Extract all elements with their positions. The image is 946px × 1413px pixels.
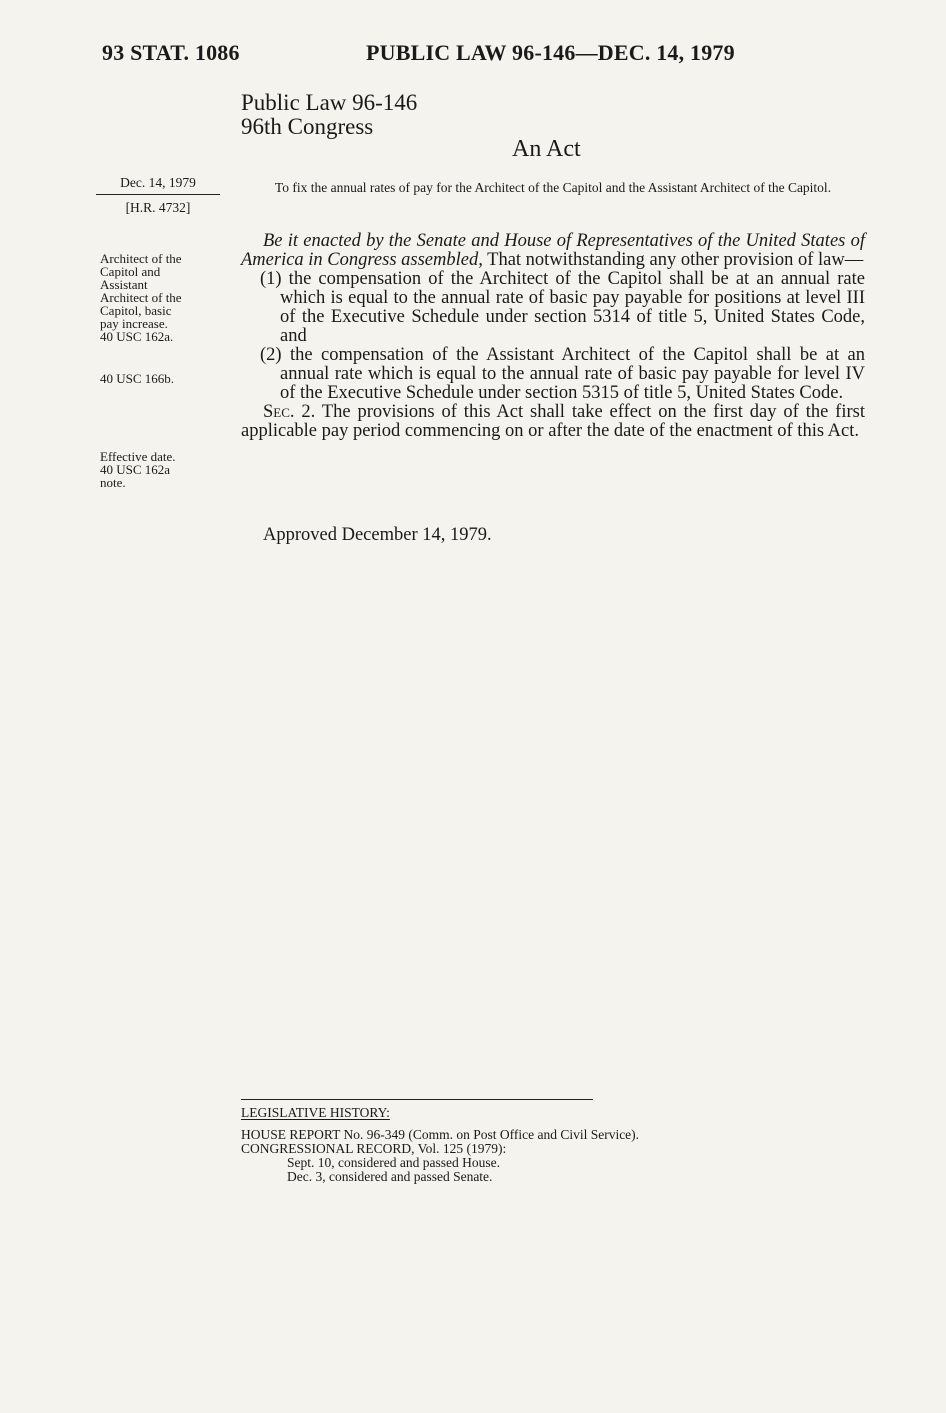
law-title-block [241,91,417,139]
act-purpose: To fix the annual rates of pay for the Architect of the Capitol and the Assistant Architect of the Capitol. [274,180,832,195]
usc-citation: 40 USC 162a. [100,329,174,344]
margin-note-pay-increase [100,252,225,343]
margin-line: pay increase. [100,316,168,331]
bill-number: [H.R. 4732] [125,200,191,215]
margin-line: note. [100,475,126,490]
margin-line: Effective date. [100,449,176,464]
footer-rule [241,1099,593,1100]
margin-line: Capitol and [100,264,161,279]
history-entry: Dec. 3, considered and passed Senate. [287,1169,493,1184]
provision-1: (1) the compensation of the Architect of the Capitol shall be at an annual rate which is equal to the annual rate of basic pay payable for positions at level III of the Executive Schedule under section 5314 of title 5, United States Code, and [260,269,865,346]
margin-line: Architect of the [100,251,182,266]
provision-2: (2) the compensation of the Assistant Architect of the Capitol shall be at an annual rate which is equal to the annual rate of basic pay payable for level IV of the Executive Schedule under section 5315 of title 5, United States Code. [260,345,865,403]
usc-citation: 40 USC 162a [100,462,171,477]
house-report: HOUSE REPORT No. 96-349 (Comm. on Post Office and Civil Service). [241,1127,640,1142]
act-heading: An Act [512,136,581,162]
history-entry: Sept. 10, considered and passed House. [287,1155,500,1170]
usc-citation: 40 USC 166b. [100,371,175,386]
margin-line: Architect of the [100,290,182,305]
approval-date: Approved December 14, 1979. [263,525,492,545]
public-law-number: Public Law 96-146 [241,90,418,115]
section-2 [241,403,865,441]
margin-line: Assistant [100,277,148,292]
section-label: Sec. 2. [263,402,316,422]
stat-page-number: 93 STAT. 1086 [102,40,240,65]
enacting-formula: Be it enacted by the Senate and House of Representatives of the United States of America in Congress assembled, [241,231,865,270]
enacting-clause [241,232,865,270]
margin-note-effective-date [100,450,225,489]
legislative-history [241,1106,861,1184]
congress-number: 96th Congress [241,114,374,139]
margin-line: Capitol, basic [100,303,172,318]
running-title: PUBLIC LAW 96-146—DEC. 14, 1979 [366,40,735,65]
act-body [241,232,865,441]
enactment-date-block [96,175,220,216]
enactment-date: Dec. 14, 1979 [96,175,220,195]
congressional-record: CONGRESSIONAL RECORD, Vol. 125 (1979): [241,1141,507,1156]
enacting-rest: That notwithstanding any other provision of law— [482,250,864,270]
section-2-text: The provisions of this Act shall take effect on the first day of the first applicable pay period commencing on or after the date of the enactment of this Act. [241,402,865,441]
legislative-history-heading: LEGISLATIVE HISTORY: [241,1105,390,1120]
